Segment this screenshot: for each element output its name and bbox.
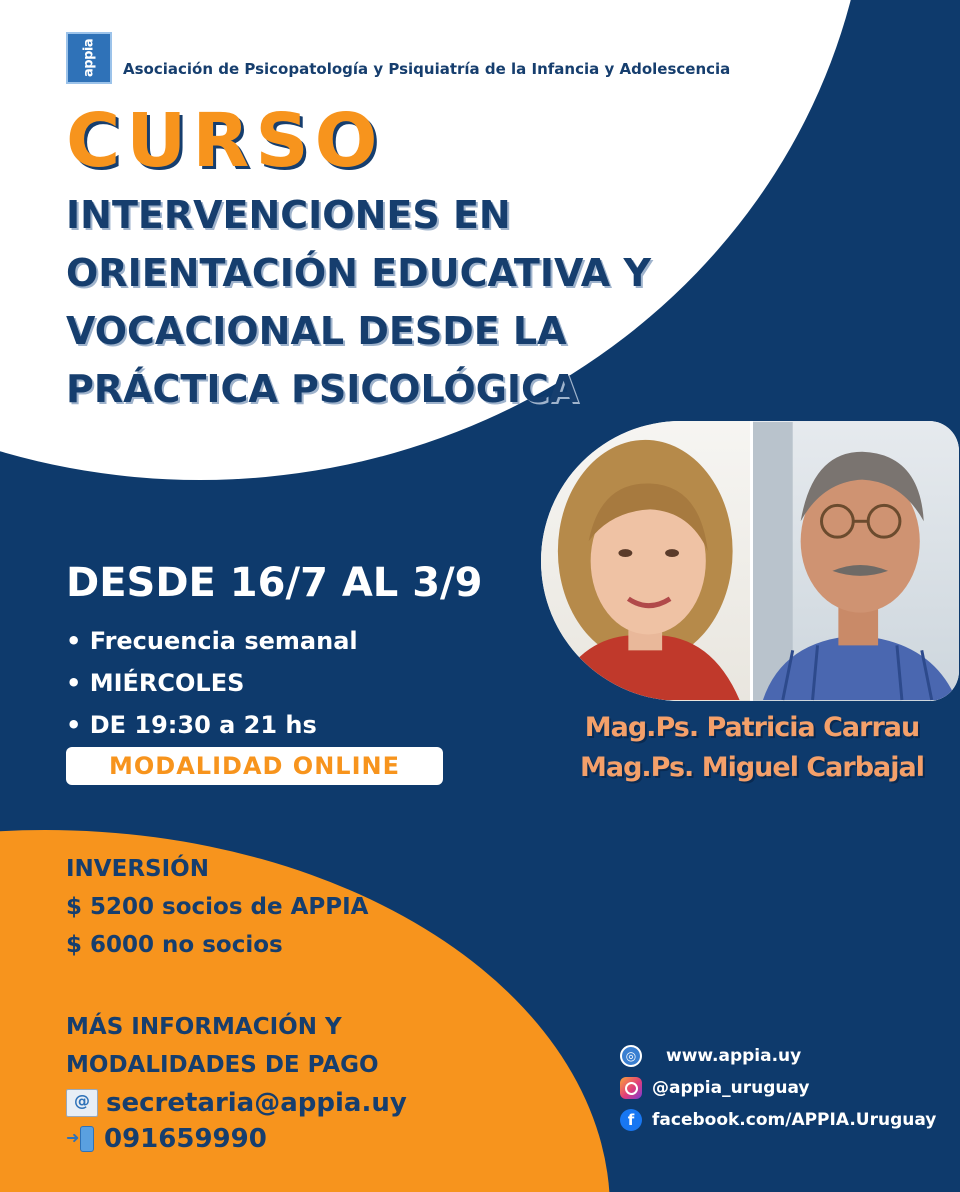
course-title-line: ORIENTACIÓN EDUCATIVA Y <box>66 251 651 295</box>
course-title <box>66 186 726 418</box>
schedule-list <box>66 620 358 746</box>
globe-icon <box>620 1045 642 1067</box>
course-title-line: INTERVENCIONES EN <box>66 193 511 237</box>
more-info-line: MÁS INFORMACIÓN Y <box>66 1014 342 1040</box>
speaker-names <box>540 708 960 788</box>
email-contact[interactable] <box>66 1088 407 1118</box>
woman-portrait-image <box>541 421 750 701</box>
schedule-item: • Frecuencia semanal <box>66 620 358 662</box>
appia-logo: appia <box>66 32 112 84</box>
price-line: $ 6000 no socios <box>66 932 283 958</box>
facebook-icon <box>620 1109 642 1131</box>
course-title-line: PRÁCTICA PSICOLÓGICA <box>66 367 579 411</box>
phone-number[interactable]: 091659990 <box>104 1124 267 1154</box>
more-info-heading <box>66 1008 379 1084</box>
schedule-item: • MIÉRCOLES <box>66 662 358 704</box>
speaker-name: Mag.Ps. Miguel Carbajal <box>580 752 924 783</box>
price-line: $ 5200 socios de APPIA <box>66 894 369 920</box>
modality-badge: MODALIDAD ONLINE <box>66 747 443 785</box>
speaker-photo-miguel <box>750 421 960 701</box>
organization-name: Asociación de Psicopatología y Psiquiatría de la Infancia y Adolescencia <box>123 60 731 78</box>
speakers-photo <box>541 421 959 701</box>
website-link[interactable] <box>620 1040 936 1072</box>
email-address[interactable]: secretaria@appia.uy <box>106 1088 407 1118</box>
phone-icon <box>66 1126 96 1152</box>
social-links <box>620 1040 936 1136</box>
course-kicker: CURSO <box>66 98 384 184</box>
speaker-name: Mag.Ps. Patricia Carrau <box>584 712 920 743</box>
facebook-link[interactable] <box>620 1104 936 1136</box>
email-icon <box>66 1089 98 1117</box>
course-title-line: VOCACIONAL DESDE LA <box>66 309 567 353</box>
instagram-link[interactable] <box>620 1072 936 1104</box>
investment-heading: INVERSIÓN <box>66 856 209 882</box>
instagram-icon <box>620 1077 642 1099</box>
schedule-item: • DE 19:30 a 21 hs <box>66 704 358 746</box>
phone-contact[interactable] <box>66 1124 267 1154</box>
facebook-url[interactable]: facebook.com/APPIA.Uruguay <box>652 1110 937 1130</box>
instagram-handle[interactable]: @appia_uruguay <box>652 1078 810 1098</box>
speaker-photo-patricia <box>541 421 750 701</box>
website-url[interactable]: www.appia.uy <box>666 1046 802 1066</box>
course-dates: DESDE 16/7 AL 3/9 <box>66 560 483 606</box>
investment-section <box>66 850 368 964</box>
more-info-line: MODALIDADES DE PAGO <box>66 1052 379 1078</box>
man-portrait-image <box>753 421 960 701</box>
